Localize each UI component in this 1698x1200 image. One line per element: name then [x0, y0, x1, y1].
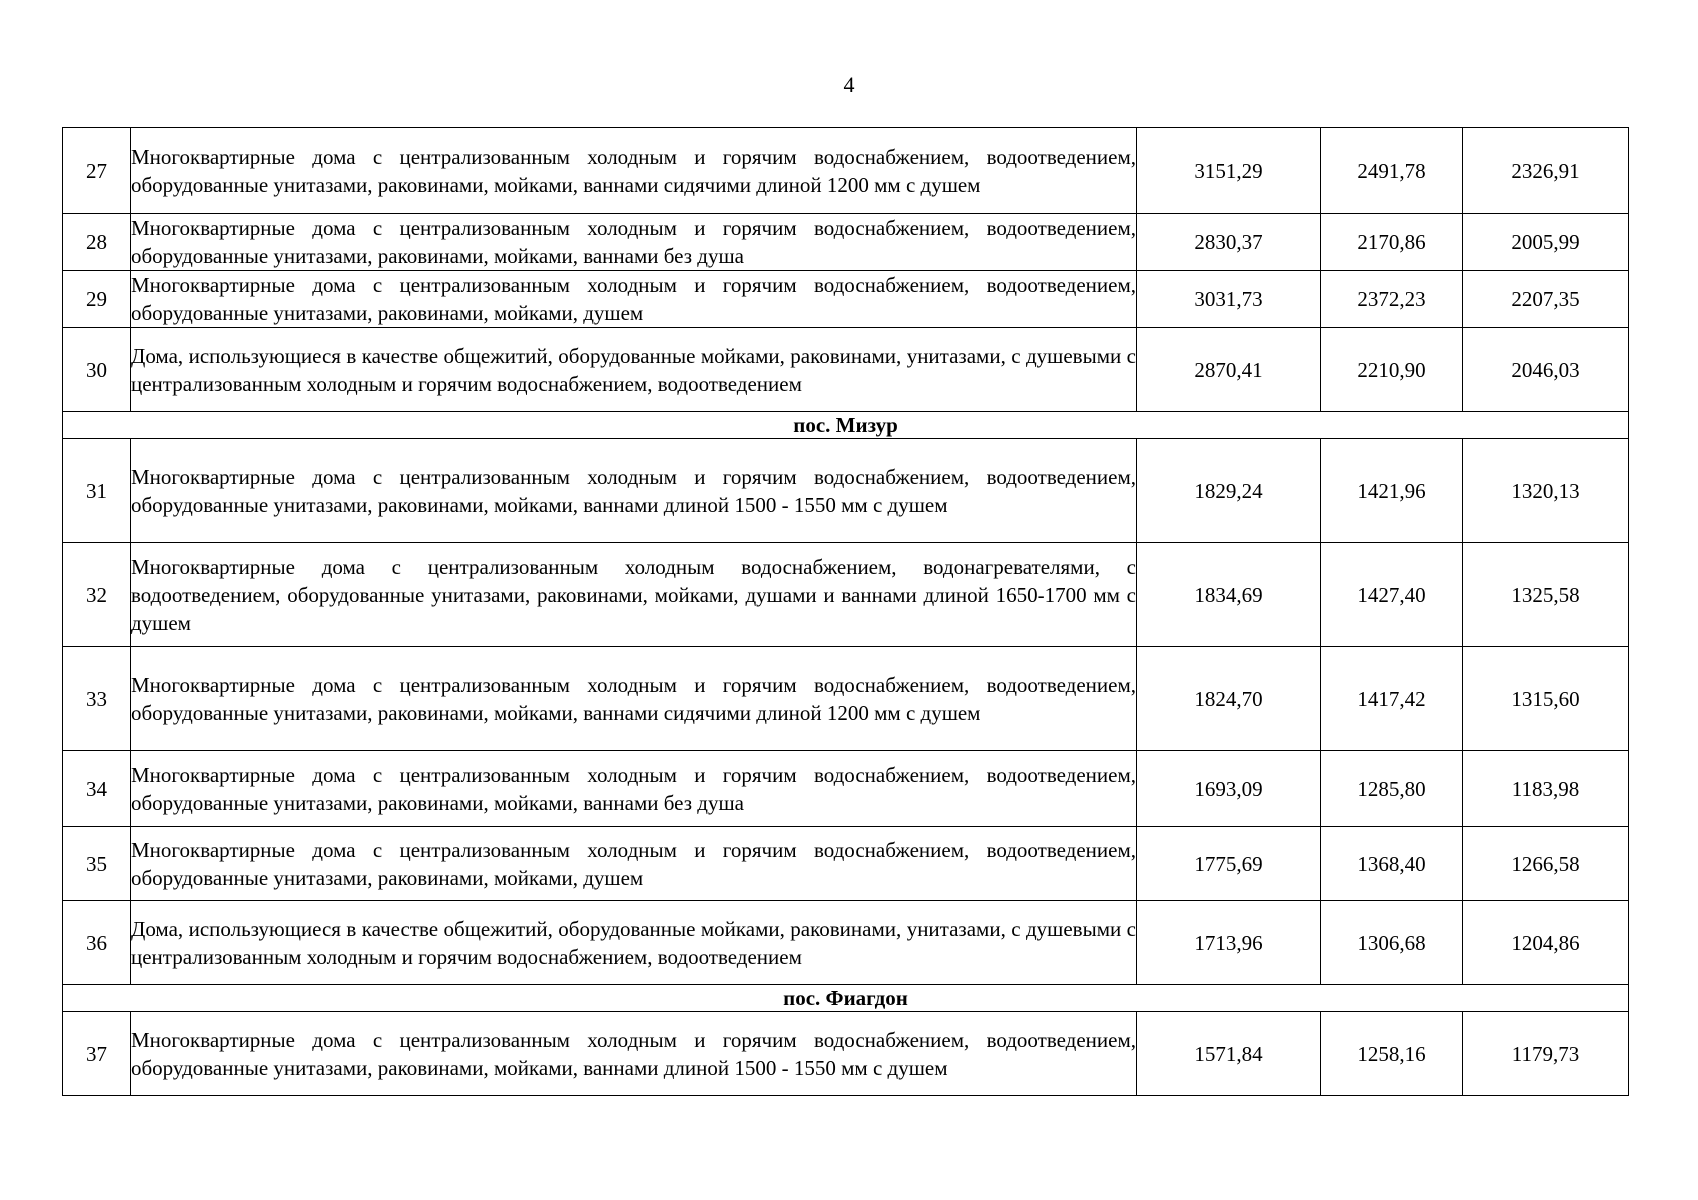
table-row — [63, 543, 1629, 647]
value-cell-3: 2046,03 — [1463, 328, 1629, 412]
tariff-table-body — [63, 128, 1629, 1096]
value-cell-2: 2170,86 — [1321, 214, 1463, 271]
row-number-cell: 29 — [63, 271, 131, 328]
value-cell-3: 1204,86 — [1463, 901, 1629, 985]
table-row — [63, 439, 1629, 543]
value-cell-3: 2207,35 — [1463, 271, 1629, 328]
value-cell-3: 1266,58 — [1463, 827, 1629, 901]
description-cell: Дома, использующиеся в качестве общежитий, оборудованные мойками, раковинами, унитазами, с душевыми с централизованным холодным и горячим водоснабжением, водоотведением — [131, 901, 1137, 985]
row-number-cell: 34 — [63, 751, 131, 827]
value-cell-3: 2326,91 — [1463, 128, 1629, 214]
description-cell: Многоквартирные дома с централизованным холодным и горячим водоснабжением, водоотведением, оборудованные унитазами, раковинами, мойками, ваннами длиной 1500 - 1550 мм с душем — [131, 439, 1137, 543]
value-cell-3: 1320,13 — [1463, 439, 1629, 543]
row-number-cell: 35 — [63, 827, 131, 901]
section-header-row — [63, 412, 1629, 439]
row-number-cell: 30 — [63, 328, 131, 412]
value-cell-3: 1183,98 — [1463, 751, 1629, 827]
value-cell-2: 1427,40 — [1321, 543, 1463, 647]
description-cell: Многоквартирные дома с централизованным холодным и горячим водоснабжением, водоотведением, оборудованные унитазами, раковинами, мойками, ваннами без душа — [131, 751, 1137, 827]
description-cell: Многоквартирные дома с централизованным холодным и горячим водоснабжением, водоотведением, оборудованные унитазами, раковинами, мойками, душем — [131, 827, 1137, 901]
description-cell: Многоквартирные дома с централизованным холодным и горячим водоснабжением, водоотведением, оборудованные унитазами, раковинами, мойками, ваннами сидячими длиной 1200 мм с душем — [131, 128, 1137, 214]
description-cell: Многоквартирные дома с централизованным холодным и горячим водоснабжением, водоотведением, оборудованные унитазами, раковинами, мойками, ваннами длиной 1500 - 1550 мм с душем — [131, 1012, 1137, 1096]
value-cell-2: 1306,68 — [1321, 901, 1463, 985]
section-title: пос. Мизур — [63, 412, 1629, 439]
table-row — [63, 1012, 1629, 1096]
value-cell-2: 2372,23 — [1321, 271, 1463, 328]
table-row — [63, 647, 1629, 751]
value-cell-1: 1713,96 — [1137, 901, 1321, 985]
section-header-row — [63, 985, 1629, 1012]
description-cell: Многоквартирные дома с централизованным холодным и горячим водоснабжением, водоотведением, оборудованные унитазами, раковинами, мойками, душем — [131, 271, 1137, 328]
table-row — [63, 827, 1629, 901]
table-row — [63, 328, 1629, 412]
table-row — [63, 901, 1629, 985]
value-cell-1: 1775,69 — [1137, 827, 1321, 901]
value-cell-1: 1571,84 — [1137, 1012, 1321, 1096]
value-cell-2: 1368,40 — [1321, 827, 1463, 901]
table-row — [63, 128, 1629, 214]
value-cell-1: 2830,37 — [1137, 214, 1321, 271]
value-cell-3: 1325,58 — [1463, 543, 1629, 647]
value-cell-2: 1285,80 — [1321, 751, 1463, 827]
description-cell: Дома, использующиеся в качестве общежитий, оборудованные мойками, раковинами, унитазами, с душевыми с централизованным холодным и горячим водоснабжением, водоотведением — [131, 328, 1137, 412]
value-cell-1: 1834,69 — [1137, 543, 1321, 647]
table-row — [63, 271, 1629, 328]
row-number-cell: 28 — [63, 214, 131, 271]
row-number-cell: 37 — [63, 1012, 131, 1096]
description-cell: Многоквартирные дома с централизованным холодным и горячим водоснабжением, водоотведением, оборудованные унитазами, раковинами, мойками, ваннами сидячими длиной 1200 мм с душем — [131, 647, 1137, 751]
table-row — [63, 751, 1629, 827]
value-cell-2: 1421,96 — [1321, 439, 1463, 543]
value-cell-3: 2005,99 — [1463, 214, 1629, 271]
value-cell-3: 1315,60 — [1463, 647, 1629, 751]
value-cell-1: 3151,29 — [1137, 128, 1321, 214]
value-cell-2: 2491,78 — [1321, 128, 1463, 214]
table-row — [63, 214, 1629, 271]
value-cell-2: 1417,42 — [1321, 647, 1463, 751]
description-cell: Многоквартирные дома с централизованным холодным водоснабжением, водонагревателями, с водоотведением, оборудованные унитазами, раковинами, мойками, душами и ваннами длиной 1650-1700 мм с душем — [131, 543, 1137, 647]
row-number-cell: 27 — [63, 128, 131, 214]
row-number-cell: 31 — [63, 439, 131, 543]
description-cell: Многоквартирные дома с централизованным холодным и горячим водоснабжением, водоотведением, оборудованные унитазами, раковинами, мойками, ваннами без душа — [131, 214, 1137, 271]
value-cell-2: 2210,90 — [1321, 328, 1463, 412]
row-number-cell: 33 — [63, 647, 131, 751]
value-cell-1: 2870,41 — [1137, 328, 1321, 412]
tariff-table — [62, 127, 1629, 1096]
value-cell-3: 1179,73 — [1463, 1012, 1629, 1096]
value-cell-1: 1829,24 — [1137, 439, 1321, 543]
value-cell-1: 1824,70 — [1137, 647, 1321, 751]
row-number-cell: 36 — [63, 901, 131, 985]
section-title: пос. Фиагдон — [63, 985, 1629, 1012]
value-cell-1: 3031,73 — [1137, 271, 1321, 328]
value-cell-1: 1693,09 — [1137, 751, 1321, 827]
value-cell-2: 1258,16 — [1321, 1012, 1463, 1096]
page-number: 4 — [843, 72, 855, 97]
row-number-cell: 32 — [63, 543, 131, 647]
